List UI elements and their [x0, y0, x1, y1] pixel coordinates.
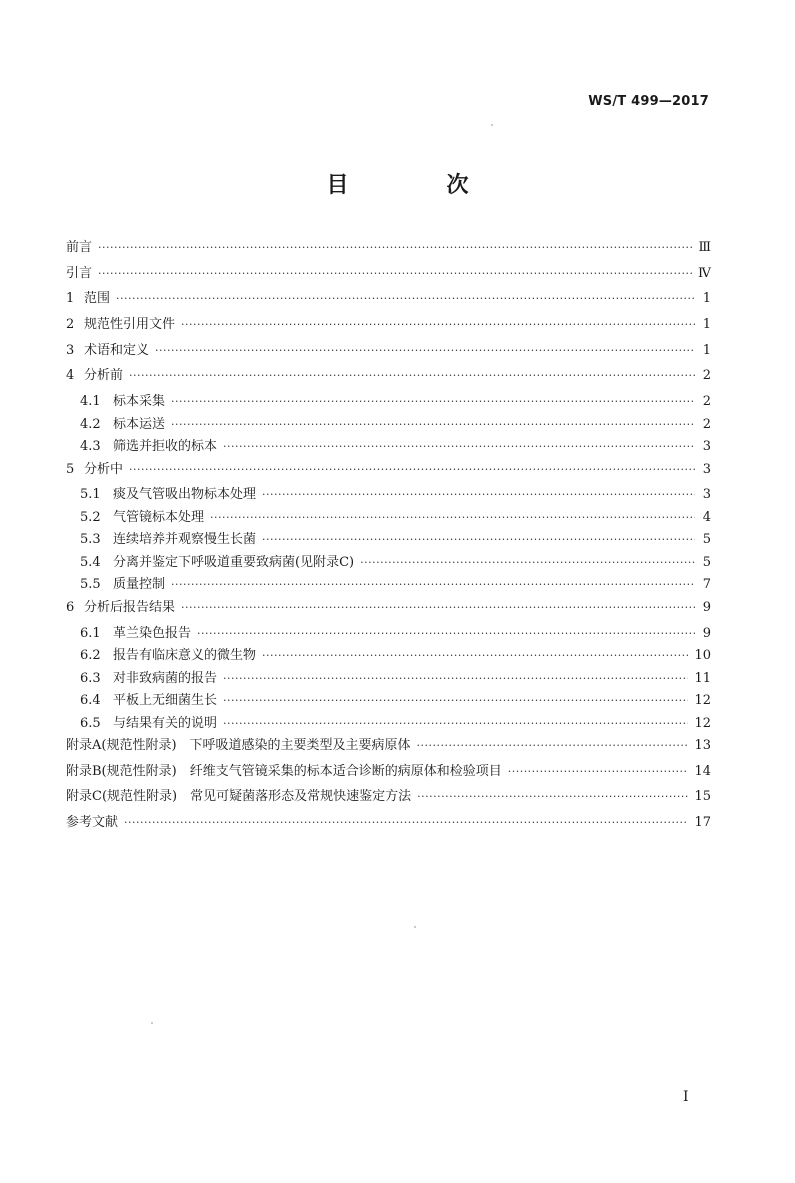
toc-entry-page: 1 — [702, 342, 711, 358]
dot-leader — [210, 511, 695, 524]
dot-leader — [262, 649, 688, 662]
page-number: I — [683, 1089, 689, 1105]
toc-entry-label: 标本运送 — [113, 416, 166, 432]
toc-entry[interactable] — [66, 811, 711, 837]
toc-entry-number: 4.1 — [80, 394, 101, 410]
page-title: 目 次 — [326, 173, 507, 198]
dot-leader — [223, 717, 688, 730]
toc-entry-label: 质量控制 — [113, 577, 166, 593]
toc-entry-label: 分析中 — [84, 461, 124, 477]
toc-entry-label: 筛选并拒收的标本 — [113, 439, 218, 455]
dot-leader — [124, 816, 688, 829]
toc-entry[interactable] — [66, 689, 711, 712]
dot-leader — [129, 369, 695, 382]
toc-entry-label: 分析后报告结果 — [84, 599, 176, 615]
toc-entry[interactable] — [66, 287, 711, 313]
toc-entry[interactable] — [66, 734, 711, 760]
dot-leader — [508, 765, 689, 778]
dot-leader — [98, 267, 692, 280]
toc-entry[interactable] — [66, 644, 711, 667]
toc-entry-label: 气管镜标本处理 — [113, 509, 205, 525]
toc-entry[interactable] — [66, 458, 711, 484]
toc-entry-page: 5 — [702, 532, 711, 548]
toc-entry-label: 革兰染色报告 — [113, 625, 192, 641]
toc-entry-page: 3 — [702, 439, 711, 455]
dot-leader — [181, 601, 695, 614]
dot-leader — [129, 463, 695, 476]
toc-entry-label: 连续培养并观察慢生长菌 — [113, 532, 257, 548]
toc-entry-label: 前言 — [66, 240, 93, 255]
toc-entry-label: 对非致病菌的报告 — [113, 670, 218, 686]
dot-leader — [155, 344, 695, 357]
toc-entry-label: 术语和定义 — [84, 342, 150, 358]
toc-entry-page: 2 — [702, 368, 711, 384]
toc-entry[interactable] — [66, 573, 711, 596]
toc-entry[interactable] — [66, 785, 711, 811]
toc-entry-page: 12 — [694, 693, 711, 708]
dot-leader — [116, 292, 695, 305]
toc-entry[interactable] — [66, 760, 711, 786]
toc-entry-number: 6.5 — [80, 715, 101, 731]
dot-leader — [98, 241, 692, 254]
toc-entry[interactable] — [66, 622, 711, 645]
toc-entry[interactable] — [66, 236, 711, 262]
table-of-contents — [66, 236, 711, 837]
toc-entry[interactable] — [66, 262, 711, 288]
toc-entry-number: 5.3 — [80, 532, 101, 548]
dot-leader — [417, 739, 689, 752]
toc-entry-page: 3 — [702, 487, 711, 503]
toc-entry-page: 7 — [702, 577, 711, 593]
toc-entry[interactable] — [66, 364, 711, 390]
toc-entry-number: 5 — [66, 461, 75, 477]
toc-entry[interactable] — [66, 667, 711, 690]
toc-entry-label: 标本采集 — [113, 394, 166, 410]
toc-entry-page: 10 — [694, 648, 711, 663]
dot-leader — [181, 318, 695, 331]
toc-entry[interactable] — [66, 390, 711, 413]
toc-entry-page: 11 — [694, 670, 711, 686]
toc-entry-number: 1 — [66, 291, 75, 307]
toc-entry-page: 1 — [702, 291, 711, 307]
toc-entry-number: 5.2 — [80, 509, 101, 525]
toc-entry-page: Ⅳ — [698, 265, 711, 281]
toc-entry-label: 分析前 — [84, 368, 124, 384]
toc-entry[interactable] — [66, 313, 711, 339]
toc-entry-page: 5 — [702, 554, 711, 570]
toc-entry-page: 12 — [694, 715, 711, 731]
toc-entry-page: 9 — [702, 599, 711, 615]
toc-entry[interactable] — [66, 435, 711, 458]
toc-entry-page: 1 — [702, 317, 711, 333]
dot-leader — [360, 556, 695, 569]
toc-entry-label: 参考文献 — [66, 815, 119, 831]
toc-entry-number: 6.2 — [80, 648, 101, 663]
toc-entry[interactable] — [66, 413, 711, 436]
toc-entry-page: Ⅲ — [698, 240, 711, 255]
toc-entry-page: 9 — [702, 625, 711, 641]
dot-leader — [262, 488, 695, 501]
toc-entry-page: 2 — [702, 416, 711, 432]
dot-leader — [262, 533, 695, 546]
toc-entry-number: 4.3 — [80, 439, 101, 455]
toc-entry-number: 5.4 — [80, 554, 101, 570]
toc-entry[interactable] — [66, 339, 711, 365]
toc-entry-page: 4 — [702, 509, 711, 525]
toc-entry-page: 3 — [702, 461, 711, 477]
toc-entry-number: 4 — [66, 368, 75, 384]
toc-entry-number: 4.2 — [80, 416, 101, 432]
toc-entry-label: 引言 — [66, 265, 93, 281]
toc-entry-page: 13 — [694, 738, 711, 753]
dot-leader — [417, 790, 688, 803]
dot-leader — [171, 395, 695, 408]
toc-entry-label: 平板上无细菌生长 — [113, 693, 218, 708]
toc-entry-number: 3 — [66, 342, 75, 358]
toc-entry[interactable] — [66, 551, 711, 574]
dot-leader — [171, 578, 695, 591]
toc-entry-number: 6 — [66, 599, 75, 615]
toc-entry-label: 附录A(规范性附录) 下呼吸道感染的主要类型及主要病原体 — [66, 738, 411, 753]
toc-entry-number: 6.1 — [80, 625, 101, 641]
toc-entry[interactable] — [66, 596, 711, 622]
toc-entry-page: 15 — [694, 789, 711, 805]
toc-entry-number: 2 — [66, 317, 75, 333]
toc-entry-label: 附录C(规范性附录) 常见可疑菌落形态及常规快速鉴定方法 — [66, 789, 412, 805]
toc-entry-number: 5.5 — [80, 577, 101, 593]
standard-code: WS/T 499—2017 — [588, 94, 709, 109]
toc-entry-label: 范围 — [84, 291, 111, 307]
toc-entry-page: 2 — [702, 394, 711, 410]
toc-entry-page: 17 — [694, 815, 711, 831]
toc-entry-number: 5.1 — [80, 487, 101, 503]
toc-entry-number: 6.4 — [80, 693, 101, 708]
toc-entry-label: 与结果有关的说明 — [113, 715, 218, 731]
dot-leader — [171, 418, 695, 431]
toc-entry-label: 附录B(规范性附录) 纤维支气管镜采集的标本适合诊断的病原体和检验项目 — [66, 763, 502, 779]
dot-leader — [223, 440, 695, 453]
toc-entry-label: 分离并鉴定下呼吸道重要致病菌(见附录C) — [113, 554, 355, 570]
dot-leader — [197, 627, 695, 640]
toc-entry-page: 14 — [694, 763, 711, 779]
toc-entry[interactable] — [66, 483, 711, 506]
toc-entry[interactable] — [66, 712, 711, 735]
dot-leader — [223, 694, 688, 707]
toc-entry[interactable] — [66, 506, 711, 529]
toc-entry[interactable] — [66, 528, 711, 551]
toc-entry-label: 规范性引用文件 — [84, 317, 176, 333]
toc-entry-label: 报告有临床意义的微生物 — [113, 648, 257, 663]
toc-entry-number: 6.3 — [80, 670, 101, 686]
toc-entry-label: 痰及气管吸出物标本处理 — [113, 487, 257, 503]
dot-leader — [223, 672, 688, 685]
